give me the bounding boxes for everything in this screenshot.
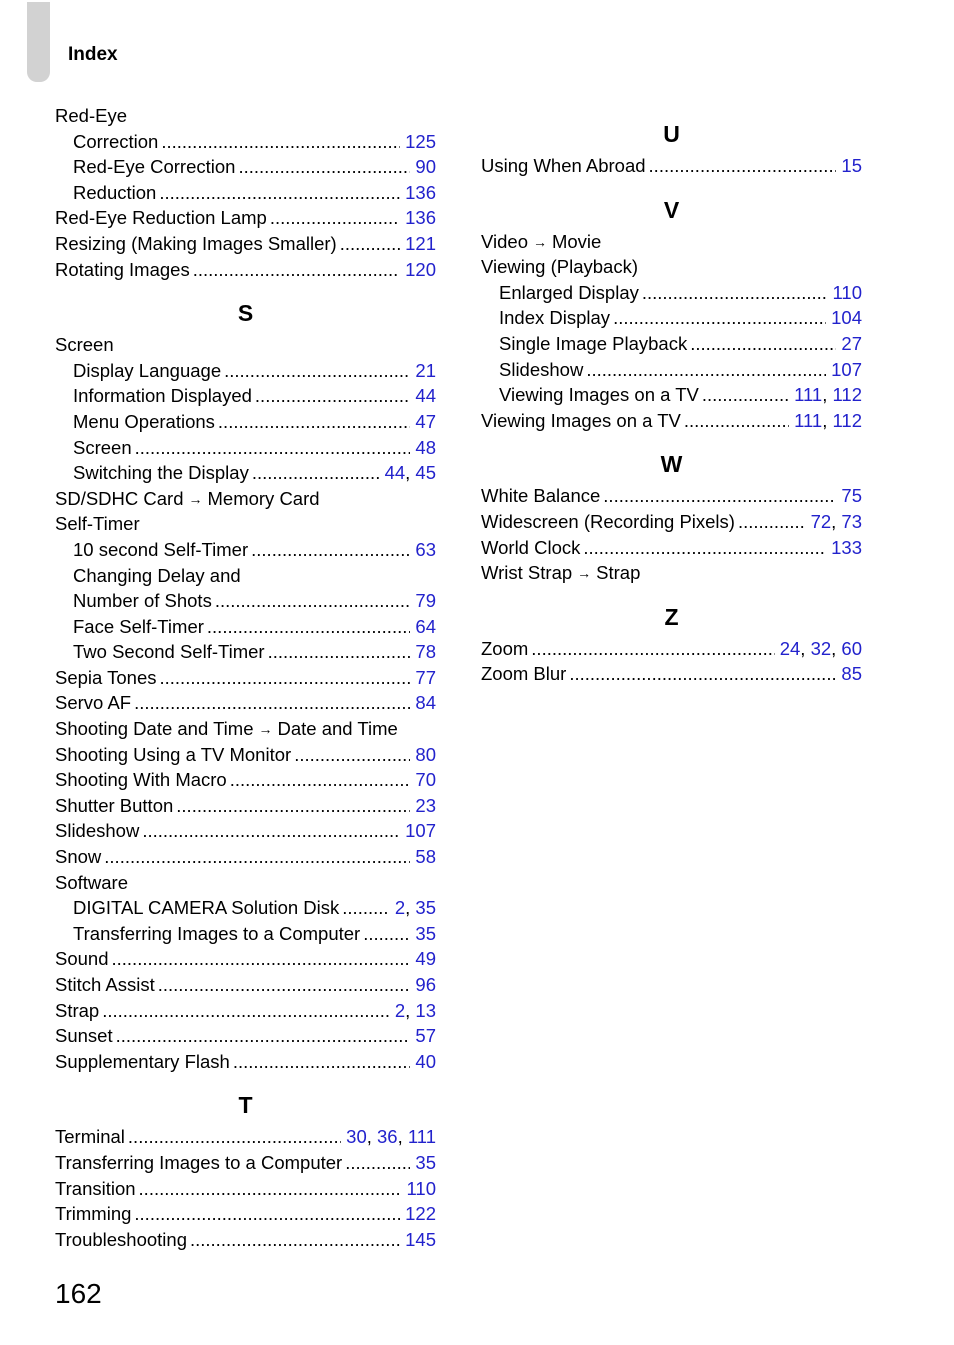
index-subentry bbox=[55, 588, 436, 614]
entry-label: Video bbox=[481, 230, 528, 252]
entry-label: Transition bbox=[55, 1177, 136, 1199]
page-link[interactable]: 121 bbox=[405, 232, 436, 254]
entry-label: Software bbox=[55, 871, 129, 893]
index-entry bbox=[55, 818, 436, 844]
entry-label: Face Self-Timer bbox=[73, 615, 204, 637]
entry-label: Screen bbox=[73, 436, 132, 458]
page-link[interactable]: 13 bbox=[415, 999, 436, 1021]
page-refs bbox=[415, 972, 436, 998]
page-separator: , bbox=[405, 897, 416, 919]
entry-label: Reduction bbox=[73, 181, 157, 203]
page-refs bbox=[794, 408, 862, 434]
dot-leader bbox=[160, 665, 411, 691]
page-link[interactable]: 44 bbox=[415, 385, 436, 407]
page-refs bbox=[415, 844, 436, 870]
entry-label: Shooting With Macro bbox=[55, 769, 227, 791]
page-link[interactable]: 49 bbox=[415, 948, 436, 970]
index-entry bbox=[55, 998, 436, 1024]
page-refs bbox=[841, 331, 862, 357]
index-letter-heading: W bbox=[660, 451, 683, 478]
index-subentry bbox=[55, 154, 436, 180]
see-arrow-icon: → bbox=[532, 233, 547, 250]
see-arrow-icon: → bbox=[188, 490, 203, 507]
page-link[interactable]: 96 bbox=[415, 974, 436, 995]
dot-leader bbox=[135, 435, 411, 461]
dot-leader bbox=[340, 231, 400, 257]
entry-label: Switching the Display bbox=[73, 462, 249, 484]
page-refs bbox=[415, 358, 436, 384]
page-link[interactable]: 60 bbox=[841, 637, 862, 659]
dot-leader bbox=[176, 793, 410, 819]
page-refs bbox=[794, 382, 862, 408]
index-entry bbox=[55, 511, 436, 537]
page-link[interactable]: 58 bbox=[415, 846, 436, 868]
page-link[interactable]: 47 bbox=[415, 410, 436, 432]
entry-label: Trimming bbox=[55, 1203, 132, 1225]
page-link[interactable]: 120 bbox=[405, 258, 436, 280]
page-separator: , bbox=[822, 384, 833, 406]
dot-leader bbox=[128, 1124, 341, 1150]
page-link[interactable]: 104 bbox=[831, 307, 862, 329]
page-refs bbox=[415, 409, 436, 435]
page-refs bbox=[415, 1150, 436, 1176]
page-link[interactable]: 36 bbox=[377, 1126, 398, 1148]
index-entry bbox=[481, 153, 862, 179]
index-subentry bbox=[481, 357, 862, 383]
page-refs bbox=[415, 639, 436, 665]
entry-label: Wrist Strap bbox=[481, 562, 573, 584]
index-entry bbox=[55, 844, 436, 870]
index-subentry bbox=[55, 129, 436, 155]
page-refs bbox=[841, 483, 862, 509]
index-subentry bbox=[481, 280, 862, 306]
page-link[interactable]: 145 bbox=[405, 1228, 436, 1250]
page-link[interactable]: 73 bbox=[841, 510, 862, 532]
dot-leader bbox=[294, 742, 410, 768]
page-link[interactable]: 107 bbox=[831, 358, 862, 380]
entry-label: Changing Delay and bbox=[73, 564, 241, 586]
page-refs bbox=[780, 636, 862, 662]
dot-leader bbox=[270, 205, 400, 231]
dot-leader bbox=[342, 895, 390, 921]
index-subentry bbox=[55, 409, 436, 435]
entry-label: Widescreen (Recording Pixels) bbox=[481, 510, 735, 532]
entry-label: Zoom Blur bbox=[481, 663, 567, 685]
see-reference: Date and Time bbox=[277, 718, 398, 740]
index-subentry bbox=[481, 331, 862, 357]
index-subentry bbox=[55, 895, 436, 921]
page-refs bbox=[415, 383, 436, 409]
page-link[interactable]: 112 bbox=[832, 384, 862, 406]
index-subentry bbox=[55, 537, 436, 563]
index-letter-heading: Z bbox=[664, 603, 679, 630]
page-link[interactable]: 48 bbox=[415, 436, 436, 458]
page-refs bbox=[405, 257, 436, 283]
index-entry bbox=[55, 1049, 436, 1075]
entry-label: Shutter Button bbox=[55, 794, 174, 816]
page-refs bbox=[415, 154, 436, 180]
index-subentry bbox=[55, 358, 436, 384]
entry-label: Transferring Images to a Computer bbox=[55, 1151, 343, 1173]
index-entry bbox=[55, 793, 436, 819]
page-link[interactable]: 57 bbox=[415, 1025, 436, 1047]
page-link[interactable]: 24 bbox=[779, 637, 801, 659]
index-subentry bbox=[55, 383, 436, 409]
dot-leader bbox=[613, 305, 826, 331]
page-refs bbox=[415, 665, 436, 691]
page-refs bbox=[833, 280, 863, 306]
index-column-right bbox=[481, 103, 862, 687]
page-refs bbox=[415, 1049, 436, 1075]
page-refs bbox=[831, 357, 862, 383]
index-entry bbox=[55, 716, 436, 742]
page-refs bbox=[407, 1176, 437, 1202]
page-separator: , bbox=[822, 409, 833, 431]
index-subentry bbox=[55, 460, 436, 486]
page-refs bbox=[415, 742, 436, 768]
entry-label: Self-Timer bbox=[55, 513, 140, 535]
index-column-left bbox=[55, 103, 436, 1252]
page-link[interactable]: 63 bbox=[415, 538, 436, 560]
page-refs bbox=[405, 1201, 436, 1227]
dot-leader bbox=[569, 661, 836, 687]
page-refs bbox=[385, 460, 436, 486]
page-refs bbox=[415, 767, 436, 793]
entry-label: Resizing (Making Images Smaller) bbox=[55, 232, 337, 254]
page-link[interactable]: 111 bbox=[407, 1126, 436, 1148]
index-subentry bbox=[481, 305, 862, 331]
index-entry bbox=[481, 254, 862, 280]
page-header: Index bbox=[68, 44, 118, 65]
index-letter-heading: U bbox=[663, 121, 680, 147]
entry-label: DIGITAL CAMERA Solution Disk bbox=[73, 897, 340, 919]
index-subentry bbox=[55, 614, 436, 640]
page-refs bbox=[395, 895, 436, 921]
index-entry bbox=[55, 1023, 436, 1049]
index-entry bbox=[55, 332, 436, 358]
dot-leader bbox=[193, 257, 400, 283]
page-link[interactable]: 107 bbox=[405, 820, 436, 842]
entry-label: 10 second Self-Timer bbox=[73, 538, 249, 560]
index-entry bbox=[55, 205, 436, 231]
page-link[interactable]: 111 bbox=[794, 409, 823, 431]
page-link[interactable]: 44 bbox=[384, 462, 406, 484]
page-link[interactable]: 84 bbox=[415, 692, 436, 714]
index-entry bbox=[55, 1124, 436, 1150]
entry-label: Slideshow bbox=[55, 820, 140, 842]
index-entry bbox=[481, 535, 862, 561]
entry-label: Stitch Assist bbox=[55, 974, 155, 995]
page-separator: , bbox=[366, 1126, 378, 1148]
dot-leader bbox=[251, 537, 410, 563]
page-link[interactable]: 64 bbox=[415, 615, 436, 637]
dot-leader bbox=[702, 382, 789, 408]
page-link[interactable]: 40 bbox=[415, 1050, 436, 1072]
dot-leader bbox=[603, 483, 836, 509]
page-refs bbox=[405, 205, 436, 231]
page-refs bbox=[415, 588, 436, 614]
see-arrow-icon: → bbox=[577, 565, 592, 582]
entry-label: World Clock bbox=[481, 536, 581, 558]
entry-label: Red-Eye bbox=[55, 105, 127, 126]
index-entry bbox=[55, 767, 436, 793]
index-entry bbox=[55, 1227, 436, 1253]
page-refs bbox=[415, 435, 436, 461]
page-link[interactable]: 35 bbox=[415, 1151, 436, 1173]
page-refs bbox=[811, 509, 862, 535]
entry-label: Shooting Using a TV Monitor bbox=[55, 743, 292, 765]
page-refs bbox=[415, 1023, 436, 1049]
page-link[interactable]: 45 bbox=[415, 462, 436, 484]
dot-leader bbox=[233, 1049, 411, 1075]
entry-label: Snow bbox=[55, 846, 102, 868]
dot-leader bbox=[104, 844, 410, 870]
index-entry bbox=[481, 636, 862, 662]
entry-label: Single Image Playback bbox=[499, 332, 688, 354]
entry-label: Servo AF bbox=[55, 692, 132, 714]
page-separator: , bbox=[831, 637, 842, 659]
page-link[interactable]: 21 bbox=[415, 359, 436, 381]
see-reference: Strap bbox=[596, 562, 641, 584]
entry-label: Terminal bbox=[55, 1126, 125, 1148]
page-link[interactable]: 2 bbox=[394, 897, 406, 919]
dot-leader bbox=[268, 639, 411, 665]
entry-label: Information Displayed bbox=[73, 385, 252, 407]
page-link[interactable]: 122 bbox=[405, 1203, 436, 1225]
see-arrow-icon: → bbox=[258, 721, 273, 738]
dot-leader bbox=[363, 921, 410, 947]
dot-leader bbox=[531, 636, 774, 662]
page-separator: , bbox=[800, 637, 811, 659]
dot-leader bbox=[649, 153, 837, 179]
dot-leader bbox=[102, 998, 390, 1024]
page-separator: , bbox=[405, 462, 416, 484]
entry-label: Display Language bbox=[73, 359, 222, 381]
page-link[interactable]: 15 bbox=[841, 155, 862, 176]
dot-leader bbox=[583, 535, 826, 561]
page-number: 162 bbox=[55, 1278, 102, 1309]
entry-label: Sunset bbox=[55, 1025, 113, 1047]
dot-leader bbox=[642, 280, 828, 306]
page-separator: , bbox=[831, 510, 842, 532]
page-refs bbox=[415, 614, 436, 640]
dot-leader bbox=[207, 614, 411, 640]
index-letter-heading: V bbox=[663, 196, 680, 223]
entry-label: White Balance bbox=[481, 485, 601, 507]
page-link[interactable]: 85 bbox=[841, 663, 862, 685]
index-subentry bbox=[55, 921, 436, 947]
page-link[interactable]: 35 bbox=[415, 922, 436, 944]
page-refs bbox=[415, 793, 436, 819]
page-link[interactable]: 70 bbox=[415, 769, 436, 791]
entry-label: SD/SDHC Card bbox=[55, 487, 184, 509]
chapter-tab bbox=[27, 2, 50, 82]
page-link[interactable]: 72 bbox=[810, 510, 832, 532]
page-link[interactable]: 78 bbox=[415, 641, 436, 663]
page-refs bbox=[415, 537, 436, 563]
entry-label: Troubleshooting bbox=[55, 1228, 187, 1250]
page-link[interactable]: 112 bbox=[832, 409, 862, 431]
page-refs bbox=[831, 535, 862, 561]
page-link[interactable]: 125 bbox=[405, 130, 436, 152]
entry-label: Viewing Images on a TV bbox=[481, 409, 681, 431]
entry-label: Correction bbox=[73, 130, 159, 152]
dot-leader bbox=[116, 1023, 411, 1049]
entry-label: Zoom bbox=[481, 637, 529, 659]
dot-leader bbox=[224, 358, 410, 384]
entry-label: Strap bbox=[55, 999, 100, 1021]
page-refs bbox=[841, 661, 862, 687]
index-subentry bbox=[55, 180, 436, 206]
entry-label: Viewing Images on a TV bbox=[499, 384, 699, 406]
page-separator: , bbox=[397, 1126, 408, 1148]
index-entry bbox=[55, 257, 436, 283]
index-entry bbox=[55, 1201, 436, 1227]
entry-label: Supplementary Flash bbox=[55, 1050, 230, 1072]
index-letter-heading: S bbox=[237, 300, 254, 327]
index-entry bbox=[55, 1150, 436, 1176]
page-link[interactable]: 2 bbox=[394, 999, 406, 1021]
dot-leader bbox=[218, 409, 411, 435]
page-link[interactable]: 23 bbox=[415, 794, 436, 816]
entry-label: Rotating Images bbox=[55, 258, 190, 280]
dot-leader bbox=[158, 972, 411, 998]
index-entry bbox=[481, 661, 862, 687]
dot-leader bbox=[230, 767, 411, 793]
entry-label: Red-Eye Reduction Lamp bbox=[55, 207, 267, 229]
index-entry bbox=[55, 742, 436, 768]
page-refs bbox=[405, 129, 436, 155]
see-reference: Memory Card bbox=[207, 487, 320, 509]
dot-leader bbox=[255, 383, 411, 409]
index-entry bbox=[481, 509, 862, 535]
entry-label: Red-Eye Correction bbox=[73, 156, 236, 178]
page-link[interactable]: 110 bbox=[406, 1177, 436, 1199]
dot-leader bbox=[159, 180, 400, 206]
page-refs bbox=[405, 1227, 436, 1253]
dot-leader bbox=[134, 1201, 400, 1227]
entry-label: Number of Shots bbox=[73, 590, 212, 612]
entry-label: Sound bbox=[55, 948, 109, 970]
index-entry bbox=[481, 408, 862, 434]
index-subentry bbox=[55, 563, 436, 589]
page-refs bbox=[346, 1124, 436, 1150]
page-link[interactable]: 32 bbox=[810, 637, 832, 659]
entry-label: Enlarged Display bbox=[499, 281, 639, 303]
dot-leader bbox=[161, 129, 400, 155]
index-subentry bbox=[55, 639, 436, 665]
see-reference: Movie bbox=[551, 230, 602, 252]
dot-leader bbox=[142, 818, 400, 844]
entry-label: Transferring Images to a Computer bbox=[73, 922, 361, 944]
page-separator: , bbox=[405, 999, 416, 1021]
page-link[interactable]: 110 bbox=[832, 281, 862, 303]
index-entry bbox=[55, 665, 436, 691]
page-refs bbox=[395, 998, 436, 1024]
entry-label: Screen bbox=[55, 334, 114, 356]
dot-leader bbox=[215, 588, 411, 614]
page-refs bbox=[415, 690, 436, 716]
index-entry bbox=[55, 972, 436, 998]
dot-leader bbox=[190, 1227, 400, 1253]
index-entry bbox=[55, 690, 436, 716]
page-link[interactable]: 77 bbox=[415, 666, 436, 688]
page-link[interactable]: 30 bbox=[346, 1126, 367, 1148]
dot-leader bbox=[345, 1150, 410, 1176]
page-link[interactable]: 79 bbox=[415, 590, 436, 612]
page-link[interactable]: 90 bbox=[415, 156, 436, 178]
page-link[interactable]: 75 bbox=[841, 485, 862, 507]
index-entry bbox=[55, 231, 436, 257]
dot-leader bbox=[586, 357, 826, 383]
entry-label: Index Display bbox=[499, 307, 611, 329]
page-refs bbox=[415, 946, 436, 972]
entry-label: Using When Abroad bbox=[481, 155, 646, 176]
index-entry bbox=[481, 483, 862, 509]
index-subentry bbox=[55, 435, 436, 461]
dot-leader bbox=[690, 331, 836, 357]
index-entry bbox=[55, 870, 436, 896]
entry-label: Sepia Tones bbox=[55, 666, 157, 688]
page-link[interactable]: 35 bbox=[415, 897, 436, 919]
dot-leader bbox=[738, 509, 806, 535]
index-entry bbox=[55, 946, 436, 972]
page-refs bbox=[831, 305, 862, 331]
page-refs bbox=[405, 818, 436, 844]
entry-label: Menu Operations bbox=[73, 410, 215, 432]
index-entry bbox=[481, 229, 862, 255]
page-link[interactable]: 136 bbox=[405, 207, 436, 229]
dot-leader bbox=[112, 946, 411, 972]
page-refs bbox=[405, 180, 436, 206]
page-link[interactable]: 111 bbox=[794, 384, 823, 406]
dot-leader bbox=[238, 154, 410, 180]
dot-leader bbox=[252, 460, 380, 486]
page-refs bbox=[841, 153, 862, 179]
index-letter-heading: T bbox=[238, 1092, 253, 1119]
index-entry bbox=[481, 560, 862, 586]
index-entry bbox=[55, 1176, 436, 1202]
entry-label: Slideshow bbox=[499, 358, 584, 380]
page-link[interactable]: 136 bbox=[405, 181, 436, 203]
index-subentry bbox=[481, 382, 862, 408]
page-link[interactable]: 27 bbox=[841, 332, 862, 354]
dot-leader bbox=[684, 408, 789, 434]
index-entry bbox=[55, 486, 436, 512]
index-entry bbox=[55, 103, 436, 129]
dot-leader bbox=[139, 1176, 402, 1202]
dot-leader bbox=[134, 690, 410, 716]
page-refs bbox=[405, 231, 436, 257]
entry-label: Two Second Self-Timer bbox=[73, 641, 265, 663]
entry-label: Viewing (Playback) bbox=[481, 256, 638, 278]
entry-label: Shooting Date and Time bbox=[55, 718, 254, 740]
page-link[interactable]: 80 bbox=[415, 743, 436, 765]
page-link[interactable]: 133 bbox=[831, 536, 862, 558]
page-refs bbox=[415, 921, 436, 947]
